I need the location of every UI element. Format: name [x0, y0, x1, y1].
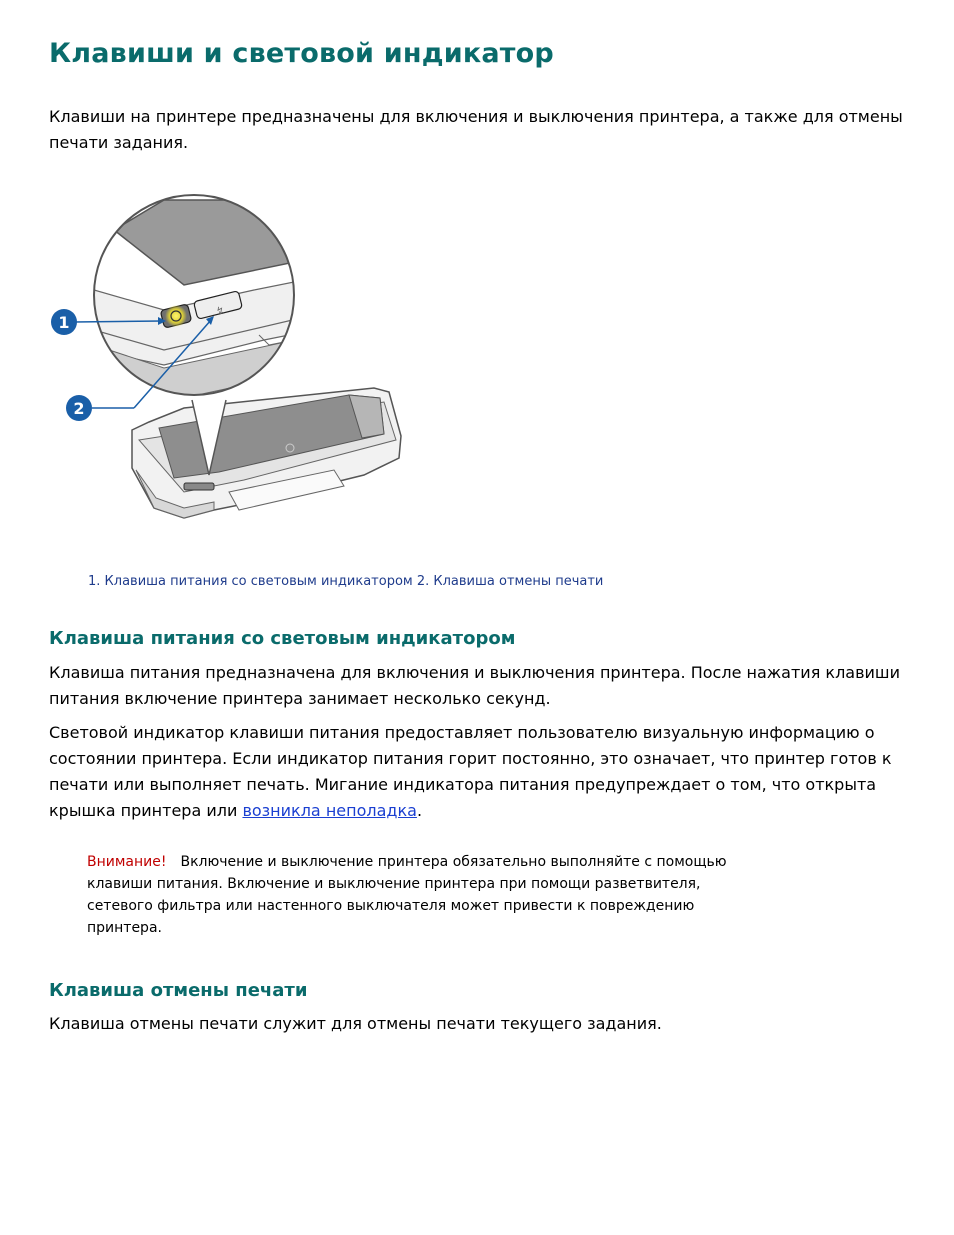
printer-illustration	[44, 190, 424, 554]
svg-text:2: 2	[73, 399, 85, 418]
printer-body-drawing	[132, 388, 401, 518]
warning-note	[87, 851, 757, 939]
zoom-circle	[94, 195, 319, 400]
power-paragraph-1: Клавиша питания предназначена для включения и выключения принтера. После нажатия клавиши питания включение принтера занимает несколько секунд.	[49, 663, 900, 708]
figure-caption: 1. Клавиша питания со световым индикатором 2. Клавиша отмены печати	[88, 574, 604, 589]
power-light-glow	[165, 305, 187, 327]
warning-label: Внимание!	[87, 854, 167, 870]
warning-text: Включение и выключение принтера обязательно выполняйте с помощью клавиши питания. Включение и выключение принтера при помощи разветвителя, сетевого фильтра или настенного выключателя может привести к повреждению принтера.	[87, 854, 727, 936]
callout-1	[51, 309, 77, 335]
svg-text:↯: ↯	[216, 306, 225, 317]
power-paragraph-2-text: Световой индикатор клавиши питания предоставляет пользователю визуальную информацию о состоянии принтера. Если индикатор питания горит постоянно, это означает, что принтер готов к печати или выполняет печать. Мигание индикатора питания предупреждает о том, что открыта крышка принтера или	[49, 723, 892, 820]
power-section-heading: Клавиша питания со световым индикатором	[49, 628, 516, 649]
page-title: Клавиши и световой индикатор	[49, 38, 554, 69]
power-paragraph-2-end: .	[416, 801, 423, 820]
intro-paragraph: Клавиши на принтере предназначены для включения и выключения принтера, а также для отмены печати задания.	[49, 107, 903, 152]
svg-text:1: 1	[58, 313, 70, 332]
cancel-section-heading: Клавиша отмены печати	[49, 980, 308, 1001]
power-paragraph-2	[49, 720, 909, 824]
troubleshooting-link[interactable]: возникла неполадка	[242, 801, 417, 820]
callout-2	[66, 395, 92, 421]
printer-buttons-diagram	[44, 190, 424, 550]
cancel-paragraph: Клавиша отмены печати служит для отмены печати текущего задания.	[49, 1014, 662, 1033]
